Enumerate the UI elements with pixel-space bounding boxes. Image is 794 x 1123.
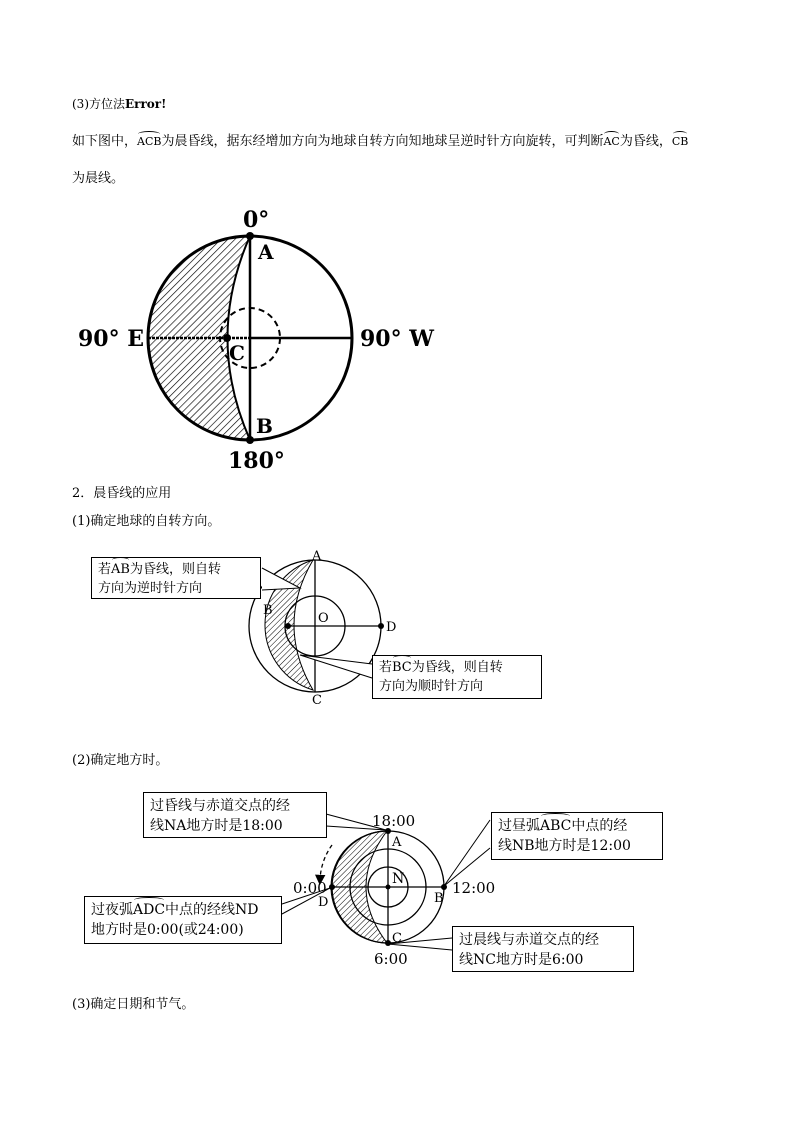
fig3-label-c: C (392, 931, 402, 946)
fig3-label-12: 12:00 (452, 879, 496, 897)
fig2-label-o: O (318, 611, 329, 626)
section-2-3-title: (3)确定日期和节气。 (72, 997, 195, 1012)
paragraph-line-2: 为晨线。 (72, 171, 125, 186)
fig2-callout1-pre: 若 (98, 562, 112, 577)
fig3-box-4 (452, 926, 634, 972)
fig2-callout-box-1 (91, 557, 261, 599)
fig3-box3-line1 (91, 900, 275, 920)
fig3-box2-arc: ABC (540, 818, 572, 834)
fig1-label-bottom: 180° (228, 448, 285, 474)
fig3-rotation-arrow (320, 845, 332, 880)
arc-cb: CB (671, 135, 689, 148)
fig3-box2-pointer (444, 820, 490, 886)
fig3-box2-pre: 过昼弧 (498, 818, 540, 834)
fig2-callout1-post: 为昏线，则自转 (129, 562, 221, 577)
arc-ac: AC (603, 135, 620, 148)
fig2-point-b (285, 623, 291, 629)
section-2-2-title: (2)确定地方时。 (72, 753, 169, 768)
fig1-point-b (246, 436, 254, 444)
fig3-box2-line2: 线NB地方时是12:00 (498, 838, 631, 854)
fig2-callout2-arc: BC (392, 660, 412, 675)
para-text-a: 如下图中， (72, 134, 138, 149)
fig3-box2-line1 (498, 816, 656, 836)
fig2-callout1-line1 (98, 560, 254, 579)
fig1-label-left: 90° E (78, 326, 145, 352)
fig3-point-c (385, 940, 391, 946)
fig3-box-2 (491, 812, 663, 860)
fig1-label-b: B (256, 414, 273, 438)
fig3-label-18: 18:00 (372, 812, 416, 830)
arc-acb: ACB (137, 135, 162, 148)
fig3-box2-post: 中点的经 (571, 818, 628, 834)
fig2-callout1-line2: 方向为逆时针方向 (98, 581, 203, 596)
fig3-label-d: D (318, 895, 329, 910)
fig2-callout2-post: 为昏线，则自转 (411, 660, 503, 675)
fig3-center-point (386, 885, 391, 890)
fig1-point-a (246, 232, 254, 240)
fig1-label-top: 0° (243, 207, 270, 233)
method-heading-prefix: (3)方位法 (72, 97, 125, 111)
fig3-label-0: 0:00 (293, 879, 327, 897)
fig2-label-c: C (312, 693, 322, 708)
section-2-title: 2．晨昏线的应用 (72, 486, 172, 501)
fig2-label-a: A (312, 549, 322, 564)
section-2-1-title: (1)确定地球的自转方向。 (72, 514, 221, 529)
fig3-label-n: N (392, 871, 405, 887)
para-text-c: 为昏线， (619, 134, 672, 149)
fig1-label-c: C (229, 341, 245, 365)
fig2-point-d (378, 623, 384, 629)
fig1-label-a: A (258, 240, 274, 264)
fig2-label-b: B (263, 603, 273, 618)
fig3-label-a: A (392, 835, 402, 850)
fig3-box-3 (84, 896, 282, 944)
fig3-box3-pre: 过夜弧 (91, 902, 133, 918)
fig3-box3-arc: ADC (133, 902, 166, 918)
fig2-callout2-pre: 若 (379, 660, 393, 675)
fig3-point-d (329, 884, 335, 890)
fig3-box-1 (143, 792, 327, 838)
fig2-callout2-line2: 方向为顺时针方向 (379, 679, 484, 694)
fig3-box3-line2: 地方时是0:00(或24:00) (91, 922, 244, 938)
fig3-box1-line1: 过昏线与赤道交点的经 (150, 798, 290, 814)
para-text-b: 为晨昏线，据东经增加方向为地球自转方向知地球呈逆时针方向旋转，可判断 (161, 134, 604, 149)
fig3-label-b: B (434, 891, 444, 906)
fig3-box3-post: 中点的经线ND (165, 902, 259, 918)
fig3-box4-line2: 线NC地方时是6:00 (459, 952, 584, 968)
fig2-callout2-pointer (300, 655, 372, 678)
fig2-callout2-line1 (379, 658, 535, 677)
fig2-callout1-arc: AB (111, 562, 130, 577)
fig1-label-right: 90° W (360, 326, 434, 352)
fig2-callout-box-2 (372, 655, 542, 699)
fig3-box4-line1: 过晨线与赤道交点的经 (459, 932, 599, 948)
method-heading-error: Error! (125, 97, 167, 111)
fig2-label-d: D (386, 620, 397, 635)
fig3-box1-line2: 线NA地方时是18:00 (150, 818, 283, 834)
fig3-label-6: 6:00 (374, 950, 408, 968)
